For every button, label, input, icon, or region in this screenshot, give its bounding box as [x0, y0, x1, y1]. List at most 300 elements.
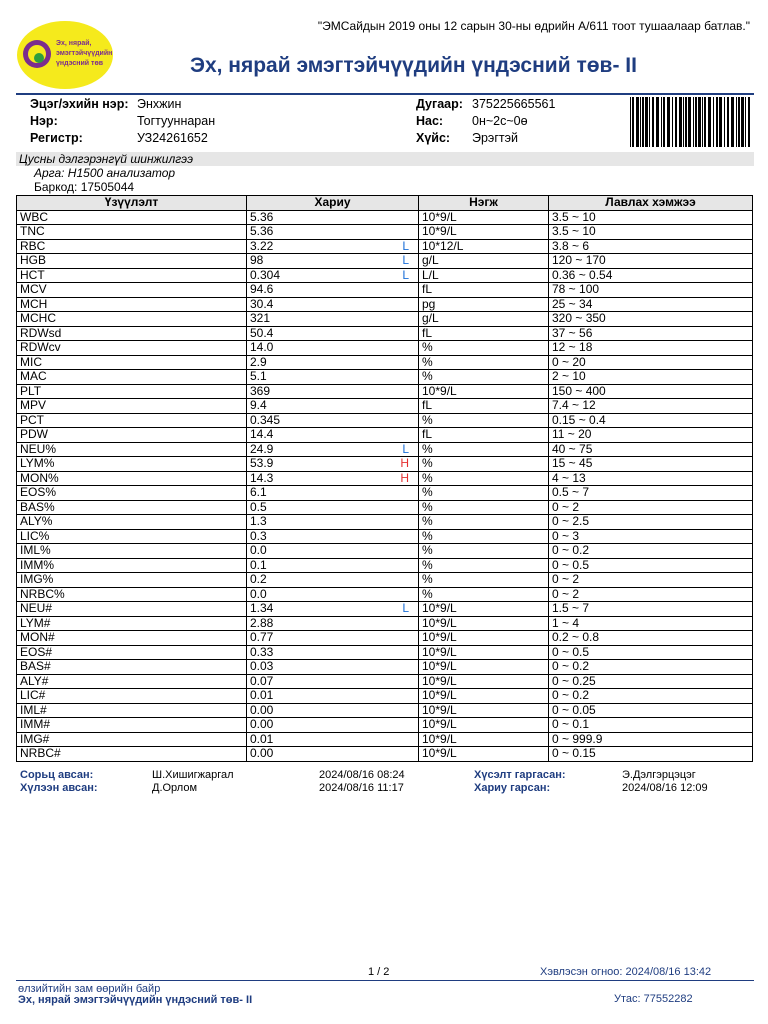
result-cell: [247, 341, 419, 356]
reference-cell: 120 ~ 170: [549, 254, 753, 269]
result-cell: [247, 239, 419, 254]
reference-cell: 78 ~ 100: [549, 283, 753, 298]
table-row: [17, 326, 753, 341]
result-cell: [247, 370, 419, 385]
table-row: [17, 718, 753, 733]
parameter-cell: LIC%: [17, 529, 247, 544]
parameter-cell: PDW: [17, 428, 247, 443]
unit-cell: %: [419, 587, 549, 602]
result-cell: [247, 399, 419, 414]
footer-phone: Утас: 77552282: [614, 993, 693, 1005]
low-flag: L: [402, 441, 409, 456]
reference-cell: 25 ~ 34: [549, 297, 753, 312]
reference-cell: 0 ~ 0.25: [549, 674, 753, 689]
unit-cell: 10*9/L: [419, 616, 549, 631]
hospital-logo: [16, 20, 114, 90]
parameter-cell: BAS%: [17, 500, 247, 515]
name-value: Тогтууннаран: [137, 114, 216, 128]
result-cell: [247, 486, 419, 501]
table-row: [17, 486, 753, 501]
parameter-cell: MCHC: [17, 312, 247, 327]
barcode-bar: [727, 97, 729, 147]
parameter-cell: RBC: [17, 239, 247, 254]
barcode-bar: [741, 97, 744, 147]
result-cell: [247, 602, 419, 617]
result-cell: [247, 645, 419, 660]
table-row: [17, 689, 753, 704]
unit-cell: %: [419, 573, 549, 588]
parameter-cell: WBC: [17, 210, 247, 225]
result-cell: [247, 732, 419, 747]
signature-labels-left: [20, 769, 98, 795]
reference-cell: 3.5 ~ 10: [549, 225, 753, 240]
barcode-bar: [672, 97, 673, 147]
logo-line-3: үндэсний төв: [56, 60, 104, 67]
unit-cell: 10*9/L: [419, 225, 549, 240]
result-value: 50.4: [250, 325, 274, 340]
result-cell: [247, 587, 419, 602]
low-flag: L: [402, 253, 409, 268]
section-title: Цусны дэлгэрэнгүй шинжилгээ: [16, 152, 754, 166]
table-row: [17, 283, 753, 298]
page-title: Эх, нярай эмэгтэйчүүдийн үндэсний төв- II: [190, 54, 637, 77]
reference-cell: 0 ~ 0.05: [549, 703, 753, 718]
barcode-bar: [716, 97, 718, 147]
parameter-cell: HCT: [17, 268, 247, 283]
footer-org: Эх, нярай эмэгтэйчүүдийн үндэсний төв- II: [18, 994, 253, 1006]
result-value: 6.1: [250, 485, 267, 500]
parameter-cell: IMG#: [17, 732, 247, 747]
approval-note: "ЭМСайдын 2019 оны 12 сарын 30-ны өдрийн А/611 тоот тушаалаар батлав.": [317, 19, 750, 33]
result-value: 0.345: [250, 412, 281, 427]
reference-cell: 0.15 ~ 0.4: [549, 413, 753, 428]
unit-cell: 10*12/L: [419, 239, 549, 254]
parameter-cell: PCT: [17, 413, 247, 428]
result-value: 0.00: [250, 717, 274, 732]
parameter-cell: LIC#: [17, 689, 247, 704]
received-by: Д.Орлом: [152, 782, 198, 794]
result-cell: [247, 660, 419, 675]
barcode-bar: [702, 97, 703, 147]
table-row: [17, 573, 753, 588]
result-value: 0.00: [250, 702, 274, 717]
barcode-bar: [645, 97, 648, 147]
requested-by: Э.Дэлгэрцэцэг: [622, 769, 696, 781]
footer-divider: [16, 980, 754, 981]
result-value: 94.6: [250, 282, 274, 297]
result-value: 9.4: [250, 398, 267, 413]
header-reference: Лавлах хэмжээ: [549, 196, 753, 211]
parameter-cell: MON#: [17, 631, 247, 646]
result-value: 14.3: [250, 470, 274, 485]
unit-cell: 10*9/L: [419, 703, 549, 718]
barcode-bar: [745, 97, 746, 147]
parameter-cell: HGB: [17, 254, 247, 269]
table-row: [17, 674, 753, 689]
parameter-cell: RDWsd: [17, 326, 247, 341]
printed-date: Хэвлэсэн огноо: 2024/08/16 13:42: [540, 966, 712, 978]
unit-cell: %: [419, 500, 549, 515]
unit-cell: fL: [419, 428, 549, 443]
barcode-bar: [719, 97, 722, 147]
result-value: 0.0: [250, 543, 267, 558]
table-row: [17, 297, 753, 312]
table-header-row: [17, 196, 753, 211]
parameter-cell: IML%: [17, 544, 247, 559]
table-row: [17, 616, 753, 631]
parameter-cell: NRBC#: [17, 747, 247, 762]
reference-cell: 1.5 ~ 7: [549, 602, 753, 617]
reference-cell: 0 ~ 2.5: [549, 515, 753, 530]
barcode-bar: [683, 97, 684, 147]
sample-taken-by: Ш.Хишигжаргал: [152, 769, 234, 781]
parameter-cell: LYM#: [17, 616, 247, 631]
sample-taken-at: 2024/08/16 08:24: [319, 769, 405, 781]
result-value: 14.4: [250, 427, 274, 442]
reference-cell: 1 ~ 4: [549, 616, 753, 631]
result-value: 53.9: [250, 456, 274, 471]
table-row: [17, 703, 753, 718]
parameter-cell: MPV: [17, 399, 247, 414]
result-value: 3.22: [250, 238, 274, 253]
header-result: Хариу: [247, 196, 419, 211]
unit-cell: L/L: [419, 268, 549, 283]
result-cell: [247, 631, 419, 646]
parameter-cell: EOS#: [17, 645, 247, 660]
parameter-cell: MON%: [17, 471, 247, 486]
parameter-cell: IMG%: [17, 573, 247, 588]
unit-cell: 10*9/L: [419, 660, 549, 675]
unit-cell: 10*9/L: [419, 732, 549, 747]
parameter-cell: MIC: [17, 355, 247, 370]
unit-cell: fL: [419, 283, 549, 298]
table-row: [17, 544, 753, 559]
requested-label: Хүсэлт гаргасан:: [474, 769, 566, 781]
results-table: [16, 195, 753, 762]
parameter-cell: NRBC%: [17, 587, 247, 602]
table-row: [17, 442, 753, 457]
unit-cell: %: [419, 370, 549, 385]
sex-label: Хүйс:: [416, 131, 451, 145]
parameter-cell: IML#: [17, 703, 247, 718]
result-value: 1.3: [250, 514, 267, 529]
result-value: 0.77: [250, 630, 274, 645]
result-value: 0.0: [250, 586, 267, 601]
unit-cell: 10*9/L: [419, 747, 549, 762]
sample-taken-label: Сорьц авсан:: [20, 769, 94, 781]
unit-cell: %: [419, 413, 549, 428]
result-value: 5.36: [250, 224, 274, 239]
parameter-cell: NEU#: [17, 602, 247, 617]
reference-cell: 0 ~ 3: [549, 529, 753, 544]
barcode-image: [628, 97, 752, 147]
age-value: 0н~2с~0ө: [472, 114, 528, 128]
reference-cell: 0.2 ~ 0.8: [549, 631, 753, 646]
result-cell: [247, 225, 419, 240]
result-cell: [247, 355, 419, 370]
unit-cell: 10*9/L: [419, 384, 549, 399]
reference-cell: 150 ~ 400: [549, 384, 753, 399]
barcode-bar: [630, 97, 631, 147]
parameter-cell: MCH: [17, 297, 247, 312]
unit-cell: %: [419, 442, 549, 457]
result-cell: [247, 297, 419, 312]
sex-value: Эрэгтэй: [472, 131, 518, 145]
reference-cell: 3.8 ~ 6: [549, 239, 753, 254]
result-cell: [247, 544, 419, 559]
result-cell: [247, 413, 419, 428]
result-cell: [247, 500, 419, 515]
result-cell: [247, 254, 419, 269]
barcode-bar: [695, 97, 697, 147]
result-value: 0.3: [250, 528, 267, 543]
reference-cell: 0 ~ 2: [549, 587, 753, 602]
reference-cell: 0.36 ~ 0.54: [549, 268, 753, 283]
result-cell: [247, 326, 419, 341]
signature-names: [152, 769, 234, 795]
table-row: [17, 645, 753, 660]
unit-cell: %: [419, 341, 549, 356]
age-label: Нас:: [416, 114, 444, 128]
reference-cell: 12 ~ 18: [549, 341, 753, 356]
table-row: [17, 254, 753, 269]
result-cell: [247, 268, 419, 283]
reference-cell: 0 ~ 0.2: [549, 689, 753, 704]
barcode-bar: [738, 97, 740, 147]
result-value: 1.34: [250, 601, 274, 616]
result-value: 98: [250, 253, 264, 268]
result-value: 0.304: [250, 267, 281, 282]
unit-cell: pg: [419, 297, 549, 312]
result-value: 2.88: [250, 615, 274, 630]
result-value: 0.33: [250, 644, 274, 659]
result-cell: [247, 428, 419, 443]
unit-cell: 10*9/L: [419, 602, 549, 617]
signature-right-values: [622, 769, 708, 795]
result-value: 0.1: [250, 557, 267, 572]
table-row: [17, 660, 753, 675]
table-row: [17, 747, 753, 762]
number-value: 375225665561: [472, 97, 556, 111]
table-row: [17, 268, 753, 283]
result-value: 2.9: [250, 354, 267, 369]
unit-cell: 10*9/L: [419, 210, 549, 225]
result-cell: [247, 515, 419, 530]
result-value: 14.0: [250, 340, 274, 355]
method-label: Арга: H1500 анализатор: [34, 166, 176, 180]
low-flag: L: [402, 267, 409, 282]
table-row: [17, 370, 753, 385]
result-cell: [247, 718, 419, 733]
barcode-bar: [640, 97, 641, 147]
table-row: [17, 515, 753, 530]
result-cell: [247, 558, 419, 573]
result-cell: [247, 312, 419, 327]
name-label: Нэр:: [30, 114, 58, 128]
reference-cell: 4 ~ 13: [549, 471, 753, 486]
result-cell: [247, 616, 419, 631]
reference-cell: 0 ~ 0.2: [549, 544, 753, 559]
table-row: [17, 399, 753, 414]
table-row: [17, 587, 753, 602]
result-cell: [247, 747, 419, 762]
table-row: [17, 225, 753, 240]
result-value: 5.1: [250, 369, 267, 384]
result-value: 0.00: [250, 746, 274, 761]
table-row: [17, 732, 753, 747]
result-label: Хариу гарсан:: [474, 782, 551, 794]
result-value: 321: [250, 311, 271, 326]
reference-cell: 7.4 ~ 12: [549, 399, 753, 414]
reference-cell: 0 ~ 999.9: [549, 732, 753, 747]
result-value: 5.36: [250, 209, 274, 224]
parameter-cell: IMM#: [17, 718, 247, 733]
barcode-bar: [656, 97, 659, 147]
barcode-bar: [636, 97, 639, 147]
unit-cell: g/L: [419, 312, 549, 327]
parameter-cell: EOS%: [17, 486, 247, 501]
result-cell: [247, 442, 419, 457]
reference-cell: 3.5 ~ 10: [549, 210, 753, 225]
patient-info-left: [30, 96, 215, 147]
signature-labels-right: [474, 769, 566, 795]
barcode-bar: [679, 97, 682, 147]
reference-cell: 2 ~ 10: [549, 370, 753, 385]
reference-cell: 0 ~ 0.5: [549, 645, 753, 660]
table-row: [17, 500, 753, 515]
logo-line-2: эмэгтэйчүүдийн: [56, 50, 113, 57]
reference-cell: 0 ~ 0.2: [549, 660, 753, 675]
register-label: Регистр:: [30, 131, 83, 145]
barcode-bar: [736, 97, 737, 147]
barcode-bar: [667, 97, 670, 147]
parameter-cell: RDWcv: [17, 341, 247, 356]
parameter-cell: MCV: [17, 283, 247, 298]
unit-cell: %: [419, 515, 549, 530]
result-cell: [247, 573, 419, 588]
table-row: [17, 239, 753, 254]
reference-cell: 11 ~ 20: [549, 428, 753, 443]
parameter-cell: ALY#: [17, 674, 247, 689]
table-row: [17, 210, 753, 225]
barcode-bar: [748, 97, 750, 147]
parameter-cell: ALY%: [17, 515, 247, 530]
unit-cell: fL: [419, 399, 549, 414]
result-at: 2024/08/16 12:09: [622, 782, 708, 794]
table-row: [17, 471, 753, 486]
unit-cell: 10*9/L: [419, 631, 549, 646]
surname-label: Эцэг/эхийн нэр:: [30, 97, 129, 111]
header-unit: Нэгж: [419, 196, 549, 211]
number-label: Дугаар:: [416, 97, 463, 111]
reference-cell: 0 ~ 20: [549, 355, 753, 370]
result-cell: [247, 674, 419, 689]
table-row: [17, 384, 753, 399]
barcode-bar: [724, 97, 725, 147]
barcode-bar: [663, 97, 665, 147]
patient-info-right: [416, 96, 555, 147]
barcode-bar: [704, 97, 706, 147]
low-flag: L: [402, 238, 409, 253]
parameter-cell: TNC: [17, 225, 247, 240]
table-row: [17, 631, 753, 646]
table-row: [17, 341, 753, 356]
barcode-bar: [661, 97, 662, 147]
table-row: [17, 602, 753, 617]
barcode-bar: [642, 97, 644, 147]
result-value: 369: [250, 383, 271, 398]
reference-cell: 0 ~ 2: [549, 500, 753, 515]
result-value: 0.03: [250, 659, 274, 674]
barcode-bar: [713, 97, 714, 147]
result-cell: [247, 471, 419, 486]
header-divider: [16, 93, 754, 95]
table-row: [17, 529, 753, 544]
result-cell: [247, 703, 419, 718]
unit-cell: %: [419, 457, 549, 472]
unit-cell: 10*9/L: [419, 674, 549, 689]
received-at: 2024/08/16 11:17: [319, 782, 404, 794]
footer-slogan: өлзийтийн зам өөрийн байр: [18, 983, 161, 995]
unit-cell: %: [419, 471, 549, 486]
table-row: [17, 355, 753, 370]
reference-cell: 0 ~ 0.15: [549, 747, 753, 762]
page-number: 1 / 2: [368, 966, 390, 978]
barcode-bar: [698, 97, 701, 147]
barcode-bar: [688, 97, 691, 147]
parameter-cell: MAC: [17, 370, 247, 385]
low-flag: L: [402, 601, 409, 616]
result-value: 30.4: [250, 296, 274, 311]
surname-value: Энхжин: [137, 97, 182, 111]
parameter-cell: LYM%: [17, 457, 247, 472]
parameter-cell: BAS#: [17, 660, 247, 675]
result-value: 0.5: [250, 499, 267, 514]
result-value: 0.07: [250, 673, 274, 688]
parameter-cell: NEU%: [17, 442, 247, 457]
register-value: УЗ24261652: [137, 131, 208, 145]
result-cell: [247, 457, 419, 472]
result-cell: [247, 283, 419, 298]
reference-cell: 15 ~ 45: [549, 457, 753, 472]
table-row: [17, 428, 753, 443]
barcode-bar: [675, 97, 677, 147]
barcode-bar: [708, 97, 711, 147]
header-parameter: Үзүүлэлт: [17, 196, 247, 211]
reference-cell: 0 ~ 2: [549, 573, 753, 588]
result-cell: [247, 529, 419, 544]
unit-cell: %: [419, 544, 549, 559]
received-label: Хүлээн авсан:: [20, 782, 98, 794]
unit-cell: %: [419, 558, 549, 573]
barcode-bar: [652, 97, 654, 147]
result-cell: [247, 689, 419, 704]
barcode-bar: [731, 97, 734, 147]
barcode-bar: [693, 97, 694, 147]
signature-times: [319, 769, 405, 795]
parameter-cell: PLT: [17, 384, 247, 399]
unit-cell: %: [419, 529, 549, 544]
unit-cell: g/L: [419, 254, 549, 269]
barcode-number: Баркод: 17505044: [34, 180, 135, 194]
result-value: 0.01: [250, 688, 274, 703]
high-flag: H: [400, 470, 409, 485]
table-row: [17, 558, 753, 573]
reference-cell: 0 ~ 0.5: [549, 558, 753, 573]
logo-line-1: Эх, нярай,: [56, 40, 92, 47]
unit-cell: %: [419, 486, 549, 501]
unit-cell: 10*9/L: [419, 645, 549, 660]
